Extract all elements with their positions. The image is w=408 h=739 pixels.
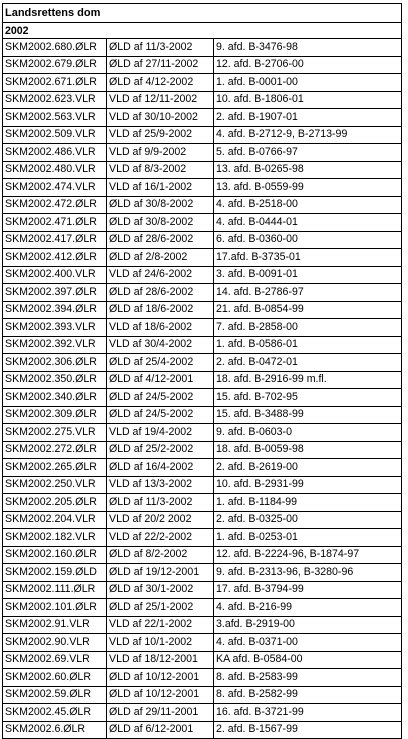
reference-cell: SKM2002.69.VLR: [3, 651, 107, 669]
reference-cell: SKM2002.45.ØLR: [3, 704, 107, 722]
judgment-cell: ØLD af 4/12-2001: [107, 371, 214, 389]
case-number-cell: 13. afd. B-0559-99: [214, 179, 402, 197]
case-number-cell: 12. afd. B-2224-96, B-1874-97: [214, 546, 402, 564]
case-number-cell: 2. afd. B-2619-00: [214, 459, 402, 477]
case-number-cell: KA afd. B-0584-00: [214, 651, 402, 669]
case-number-cell: 9. afd. B-0603-0: [214, 424, 402, 442]
table-row: [3, 406, 402, 424]
case-number-cell: 15. afd. B-3488-99: [214, 406, 402, 424]
judgment-cell: VLD af 20/2 2002: [107, 511, 214, 529]
reference-cell: SKM2002.417.ØLR: [3, 231, 107, 249]
table-row: [3, 214, 402, 232]
reference-cell: SKM2002.393.VLR: [3, 319, 107, 337]
case-number-cell: 7. afd. B-2858-00: [214, 319, 402, 337]
case-number-cell: 2. afd. B-1907-01: [214, 109, 402, 127]
case-number-cell: 21. afd. B-0854-99: [214, 301, 402, 319]
judgment-cell: VLD af 16/1-2002: [107, 179, 214, 197]
judgment-cell: VLD af 18/12-2001: [107, 651, 214, 669]
judgment-cell: ØLD af 30/1-2002: [107, 581, 214, 599]
case-number-cell: 17.afd. B-3735-01: [214, 249, 402, 267]
judgment-cell: ØLD af 8/2-2002: [107, 546, 214, 564]
reference-cell: SKM2002.101.ØLR: [3, 599, 107, 617]
reference-cell: SKM2002.680.ØLR: [3, 39, 107, 57]
case-number-cell: 6. afd. B-0360-00: [214, 231, 402, 249]
case-number-cell: 5. afd. B-0766-97: [214, 144, 402, 162]
judgment-cell: ØLD af 30/8-2002: [107, 214, 214, 232]
table-row: [3, 599, 402, 617]
case-number-cell: 10. afd. B-1806-01: [214, 91, 402, 109]
reference-cell: SKM2002.392.VLR: [3, 336, 107, 354]
table-row: [3, 319, 402, 337]
table-row: [3, 354, 402, 372]
reference-cell: SKM2002.6.ØLR: [3, 721, 107, 739]
case-number-cell: 2. afd. B-1567-99: [214, 721, 402, 739]
case-rows: [3, 39, 402, 739]
table-row: [3, 371, 402, 389]
case-number-cell: 9. afd. B-3476-98: [214, 39, 402, 57]
table-row: [3, 161, 402, 179]
table-row: [3, 144, 402, 162]
judgment-cell: ØLD af 25/1-2002: [107, 599, 214, 617]
judgment-cell: ØLD af 29/11-2001: [107, 704, 214, 722]
case-number-cell: 3. afd. B-0091-01: [214, 266, 402, 284]
table-row: [3, 459, 402, 477]
case-number-cell: 10. afd. B-2931-99: [214, 476, 402, 494]
table-row: [3, 669, 402, 687]
document-page: [2, 3, 401, 739]
reference-cell: SKM2002.91.VLR: [3, 616, 107, 634]
judgment-cell: ØLD af 25/2-2002: [107, 441, 214, 459]
reference-cell: SKM2002.350.ØLR: [3, 371, 107, 389]
reference-cell: SKM2002.59.ØLR: [3, 686, 107, 704]
case-number-cell: 1. afd. B-0253-01: [214, 529, 402, 547]
case-number-cell: 4. afd. B-2518-00: [214, 196, 402, 214]
reference-cell: SKM2002.159.ØLD: [3, 564, 107, 582]
judgment-cell: VLD af 22/1-2002: [107, 616, 214, 634]
judgment-cell: ØLD af 11/3-2002: [107, 39, 214, 57]
reference-cell: SKM2002.563.VLR: [3, 109, 107, 127]
table-row: [3, 39, 402, 57]
judgment-cell: VLD af 19/4-2002: [107, 424, 214, 442]
case-number-cell: 2. afd. B-0325-00: [214, 511, 402, 529]
case-number-cell: 2. afd. B-0472-01: [214, 354, 402, 372]
reference-cell: SKM2002.111.ØLR: [3, 581, 107, 599]
table-row: [3, 389, 402, 407]
table-title: Landsrettens dom: [3, 4, 402, 23]
year-label: 2002: [3, 23, 402, 39]
case-number-cell: 3.afd. B-2919-00: [214, 616, 402, 634]
reference-cell: SKM2002.471.ØLR: [3, 214, 107, 232]
case-number-cell: 8. afd. B-2582-99: [214, 686, 402, 704]
judgment-cell: ØLD af 24/5-2002: [107, 389, 214, 407]
table-row: [3, 616, 402, 634]
judgment-cell: VLD af 10/1-2002: [107, 634, 214, 652]
table-row: [3, 91, 402, 109]
reference-cell: SKM2002.397.ØLR: [3, 284, 107, 302]
table-row: [3, 231, 402, 249]
reference-cell: SKM2002.250.VLR: [3, 476, 107, 494]
table-row: [3, 109, 402, 127]
reference-cell: SKM2002.204.VLR: [3, 511, 107, 529]
case-number-cell: 4. afd. B-2712-9, B-2713-99: [214, 126, 402, 144]
table-row: [3, 529, 402, 547]
table-row: [3, 284, 402, 302]
case-number-cell: 15. afd. B-702-95: [214, 389, 402, 407]
reference-cell: SKM2002.309.ØLR: [3, 406, 107, 424]
case-number-cell: 4. afd. B-0444-01: [214, 214, 402, 232]
table-row: [3, 424, 402, 442]
table-row: [3, 546, 402, 564]
year-row: [3, 23, 402, 39]
case-number-cell: 18. afd. B-0059-98: [214, 441, 402, 459]
table-row: [3, 581, 402, 599]
judgment-cell: VLD af 12/11-2002: [107, 91, 214, 109]
reference-cell: SKM2002.480.VLR: [3, 161, 107, 179]
case-number-cell: 4. afd. B-0371-00: [214, 634, 402, 652]
table-row: [3, 651, 402, 669]
case-number-cell: 12. afd. B-2706-00: [214, 56, 402, 74]
table-row: [3, 336, 402, 354]
judgment-cell: ØLD af 28/6-2002: [107, 231, 214, 249]
reference-cell: SKM2002.474.VLR: [3, 179, 107, 197]
case-number-cell: 1. afd. B-0001-00: [214, 74, 402, 92]
case-number-cell: 17. afd. B-3794-99: [214, 581, 402, 599]
reference-cell: SKM2002.160.ØLR: [3, 546, 107, 564]
case-number-cell: 1. afd. B-1184-99: [214, 494, 402, 512]
table-row: [3, 196, 402, 214]
reference-cell: SKM2002.679.ØLR: [3, 56, 107, 74]
judgment-cell: ØLD af 4/12-2002: [107, 74, 214, 92]
table-row: [3, 126, 402, 144]
table-row: [3, 74, 402, 92]
reference-cell: SKM2002.272.ØLR: [3, 441, 107, 459]
table-row: [3, 441, 402, 459]
judgment-cell: ØLD af 28/6-2002: [107, 284, 214, 302]
case-number-cell: 16. afd. B-3721-99: [214, 704, 402, 722]
judgment-cell: VLD af 22/2-2002: [107, 529, 214, 547]
reference-cell: SKM2002.275.VLR: [3, 424, 107, 442]
judgment-cell: ØLD af 19/12-2001: [107, 564, 214, 582]
table-row: [3, 704, 402, 722]
reference-cell: SKM2002.60.ØLR: [3, 669, 107, 687]
case-number-cell: 8. afd. B-2583-99: [214, 669, 402, 687]
judgment-cell: ØLD af 30/8-2002: [107, 196, 214, 214]
judgment-cell: VLD af 8/3-2002: [107, 161, 214, 179]
case-number-cell: 14. afd. B-2786-97: [214, 284, 402, 302]
judgment-cell: VLD af 25/9-2002: [107, 126, 214, 144]
table-row: [3, 511, 402, 529]
judgment-cell: ØLD af 16/4-2002: [107, 459, 214, 477]
reference-cell: SKM2002.623.VLR: [3, 91, 107, 109]
header-row: [3, 4, 402, 23]
reference-cell: SKM2002.394.ØLR: [3, 301, 107, 319]
table-row: [3, 564, 402, 582]
case-number-cell: 18. afd. B-2916-99 m.fl.: [214, 371, 402, 389]
judgment-cell: ØLD af 10/12-2001: [107, 669, 214, 687]
reference-cell: SKM2002.340.ØLR: [3, 389, 107, 407]
judgment-cell: ØLD af 10/12-2001: [107, 686, 214, 704]
table-row: [3, 721, 402, 739]
table-row: [3, 56, 402, 74]
table-row: [3, 494, 402, 512]
judgment-cell: VLD af 30/10-2002: [107, 109, 214, 127]
judgment-cell: ØLD af 2/8-2002: [107, 249, 214, 267]
reference-cell: SKM2002.671.ØLR: [3, 74, 107, 92]
reference-cell: SKM2002.306.ØLR: [3, 354, 107, 372]
judgment-cell: VLD af 30/4-2002: [107, 336, 214, 354]
judgment-cell: ØLD af 24/5-2002: [107, 406, 214, 424]
reference-cell: SKM2002.472.ØLR: [3, 196, 107, 214]
judgment-cell: VLD af 9/9-2002: [107, 144, 214, 162]
judgment-cell: VLD af 18/6-2002: [107, 319, 214, 337]
reference-cell: SKM2002.182.VLR: [3, 529, 107, 547]
judgment-cell: ØLD af 25/4-2002: [107, 354, 214, 372]
case-number-cell: 9. afd. B-2313-96, B-3280-96: [214, 564, 402, 582]
reference-cell: SKM2002.400.VLR: [3, 266, 107, 284]
table-row: [3, 249, 402, 267]
table-row: [3, 476, 402, 494]
table-row: [3, 266, 402, 284]
case-number-cell: 13. afd. B-0265-98: [214, 161, 402, 179]
judgment-cell: ØLD af 11/3-2002: [107, 494, 214, 512]
reference-cell: SKM2002.412.ØLR: [3, 249, 107, 267]
reference-cell: SKM2002.90.VLR: [3, 634, 107, 652]
judgment-cell: ØLD af 6/12-2001: [107, 721, 214, 739]
judgment-cell: VLD af 13/3-2002: [107, 476, 214, 494]
judgment-cell: ØLD af 18/6-2002: [107, 301, 214, 319]
table-row: [3, 179, 402, 197]
table-row: [3, 301, 402, 319]
case-number-cell: 4. afd. B-216-99: [214, 599, 402, 617]
reference-cell: SKM2002.486.VLR: [3, 144, 107, 162]
table-row: [3, 686, 402, 704]
reference-cell: SKM2002.205.ØLR: [3, 494, 107, 512]
judgment-cell: ØLD af 27/11-2002: [107, 56, 214, 74]
table-row: [3, 634, 402, 652]
reference-cell: SKM2002.509.VLR: [3, 126, 107, 144]
case-table: [2, 3, 402, 739]
case-number-cell: 1. afd. B-0586-01: [214, 336, 402, 354]
judgment-cell: VLD af 24/6-2002: [107, 266, 214, 284]
reference-cell: SKM2002.265.ØLR: [3, 459, 107, 477]
